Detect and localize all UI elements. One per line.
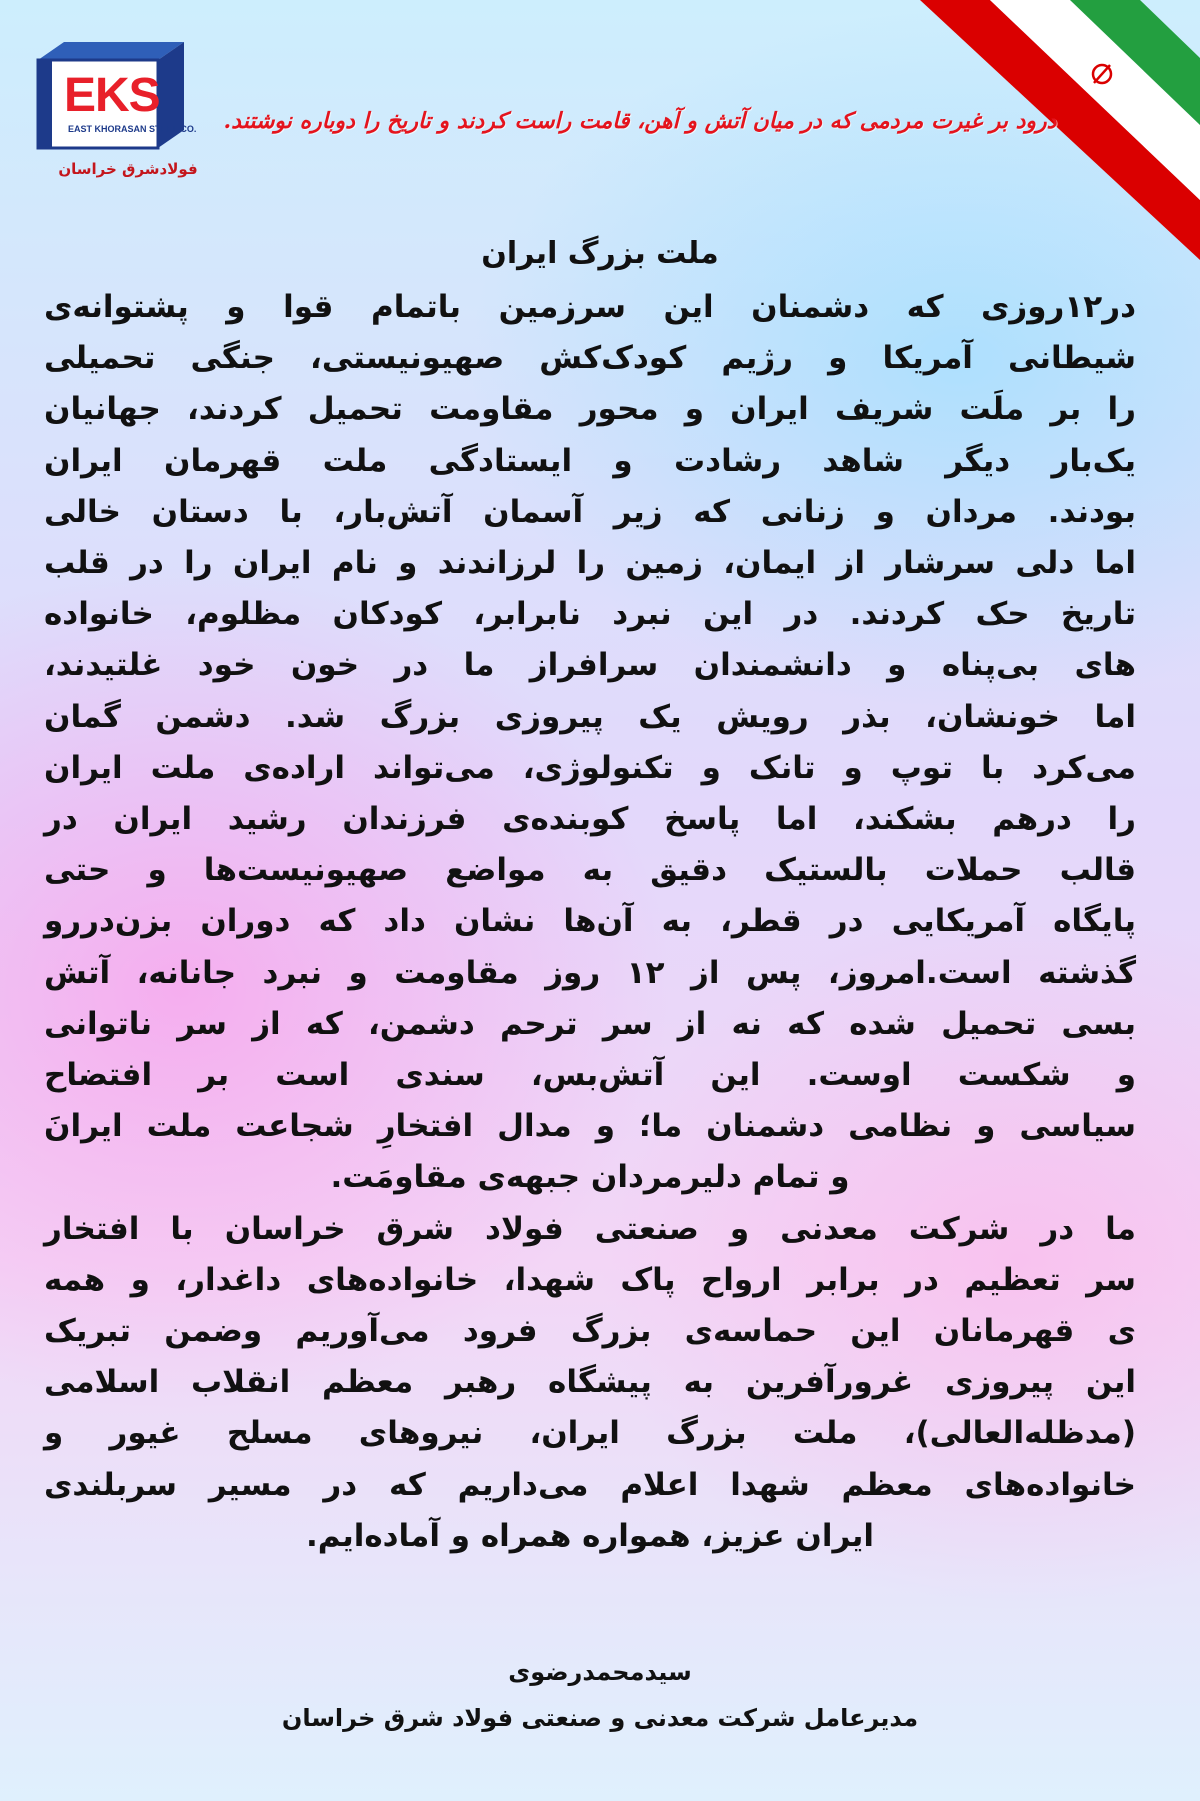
body-line: شیطانی آمریکا و رژیم کودک‌کش صهیونیستی، جنگی تحمیلی [44, 340, 1136, 377]
body-line: خانواده‌های معظم شهدا اعلام می‌داریم که در مسیر سربلندی [44, 1466, 1136, 1503]
body-line: ما در شرکت معدنی و صنعتی فولاد شرق خراسان با افتخار [44, 1210, 1136, 1247]
body-line: پایگاه آمریکایی در قطر، به آن‌ها نشان داد که دوران بزن‌دررو [44, 903, 1136, 940]
body-line: تاریخ حک کردند. در این نبرد نابرابر، کودکان مظلوم، خانواده [44, 596, 1136, 633]
body-line: اما خونشان، بذر رویش یک پیروزی بزرگ شد. دشمن گمان [44, 698, 1136, 735]
signer-position: مدیرعامل شرکت معدنی و صنعتی فولاد شرق خراسان [281, 1704, 919, 1732]
body-line: می‌کرد با توپ و تانک و تکنولوژی، می‌تواند اراده‌ی ملت ایران [44, 749, 1136, 786]
body-line: گذشته است.امروز، پس از ۱۲ روز مقاومت و نبرد جانانه، آتش [44, 954, 1136, 991]
logo-subtitle: EAST KHORASAN STEEL CO. [68, 124, 197, 134]
body-line: سیاسی و نظامی دشمنان ما؛ و مدال افتخارِ شجاعت ملت ایرانَ [44, 1108, 1136, 1145]
body-line: قالب حملات بالستیک دقیق به مواضع صهیونیست‌ها و حتی [44, 852, 1136, 889]
body-line: را بر ملَت شریف ایران و محور مقاومت تحمیل کردند، جهانیان [44, 391, 1136, 428]
body-line: و شکست اوست. این آتش‌بس، سندی است بر افتضاح [44, 1057, 1136, 1094]
signer-name: سیدمحمدرضوی [508, 1658, 692, 1686]
body-line: (مدظله‌العالی)، ملت بزرگ ایران، نیروهای مسلح غیور و [44, 1415, 1136, 1452]
body-line: ی قهرمانان این حماسه‌ی بزرگ فرود می‌آوریم وضمن تبریک [44, 1313, 1136, 1350]
letter-title: ملت بزرگ ایران [481, 236, 719, 271]
body-line: در۱۲روزی که دشمنان این سرزمین باتمام قوا و پشتوانه‌ی [44, 289, 1136, 325]
body-line: بودند. مردان و زنانی که زیر آسمان آتش‌بار، با دستان خالی [44, 493, 1136, 530]
slogan: درود بر غیرت مردمی که در میان آتش و آهن، قامت راست کردند و تاریخ را دوباره نوشتند. [223, 108, 1057, 134]
company-logo [28, 36, 198, 186]
body-line: های بی‌پناه و دانشمندان سرافراز ما در خون خود غلتیدند، [44, 647, 1136, 684]
body-line: اما دلی سرشار از ایمان، زمین را لرزاندند و نام ایران را در قلب [44, 545, 1136, 582]
body-line: این پیروزی غرورآفرین به پیشگاه رهبر معظم انقلاب اسلامی [44, 1364, 1136, 1401]
body-line: سر تعظیم در برابر ارواح پاک شهدا، خانواده‌های داغدار، و همه [44, 1261, 1136, 1298]
body-line: بسی تحمیل شده که نه از سر ترحم دشمن، که از سر ناتوانی [44, 1005, 1136, 1042]
body-line: و تمام دلیرمردان جبهه‌ی مقاومَت. [330, 1159, 850, 1196]
body-line: را درهم بشکند، اما پاسخ کوبنده‌ی فرزندان رشید ایران در [44, 801, 1136, 838]
body-line: ایران عزیز، همواره همراه و آماده‌ایم. [305, 1517, 875, 1554]
logo-company-name: فولادشرق خراسان [58, 160, 198, 178]
logo-mark: EKS [64, 69, 160, 122]
letter-body [44, 282, 1136, 1562]
body-line: یک‌بار دیگر شاهد رشادت و ایستادگی ملت قهرمان ایران [44, 442, 1136, 479]
